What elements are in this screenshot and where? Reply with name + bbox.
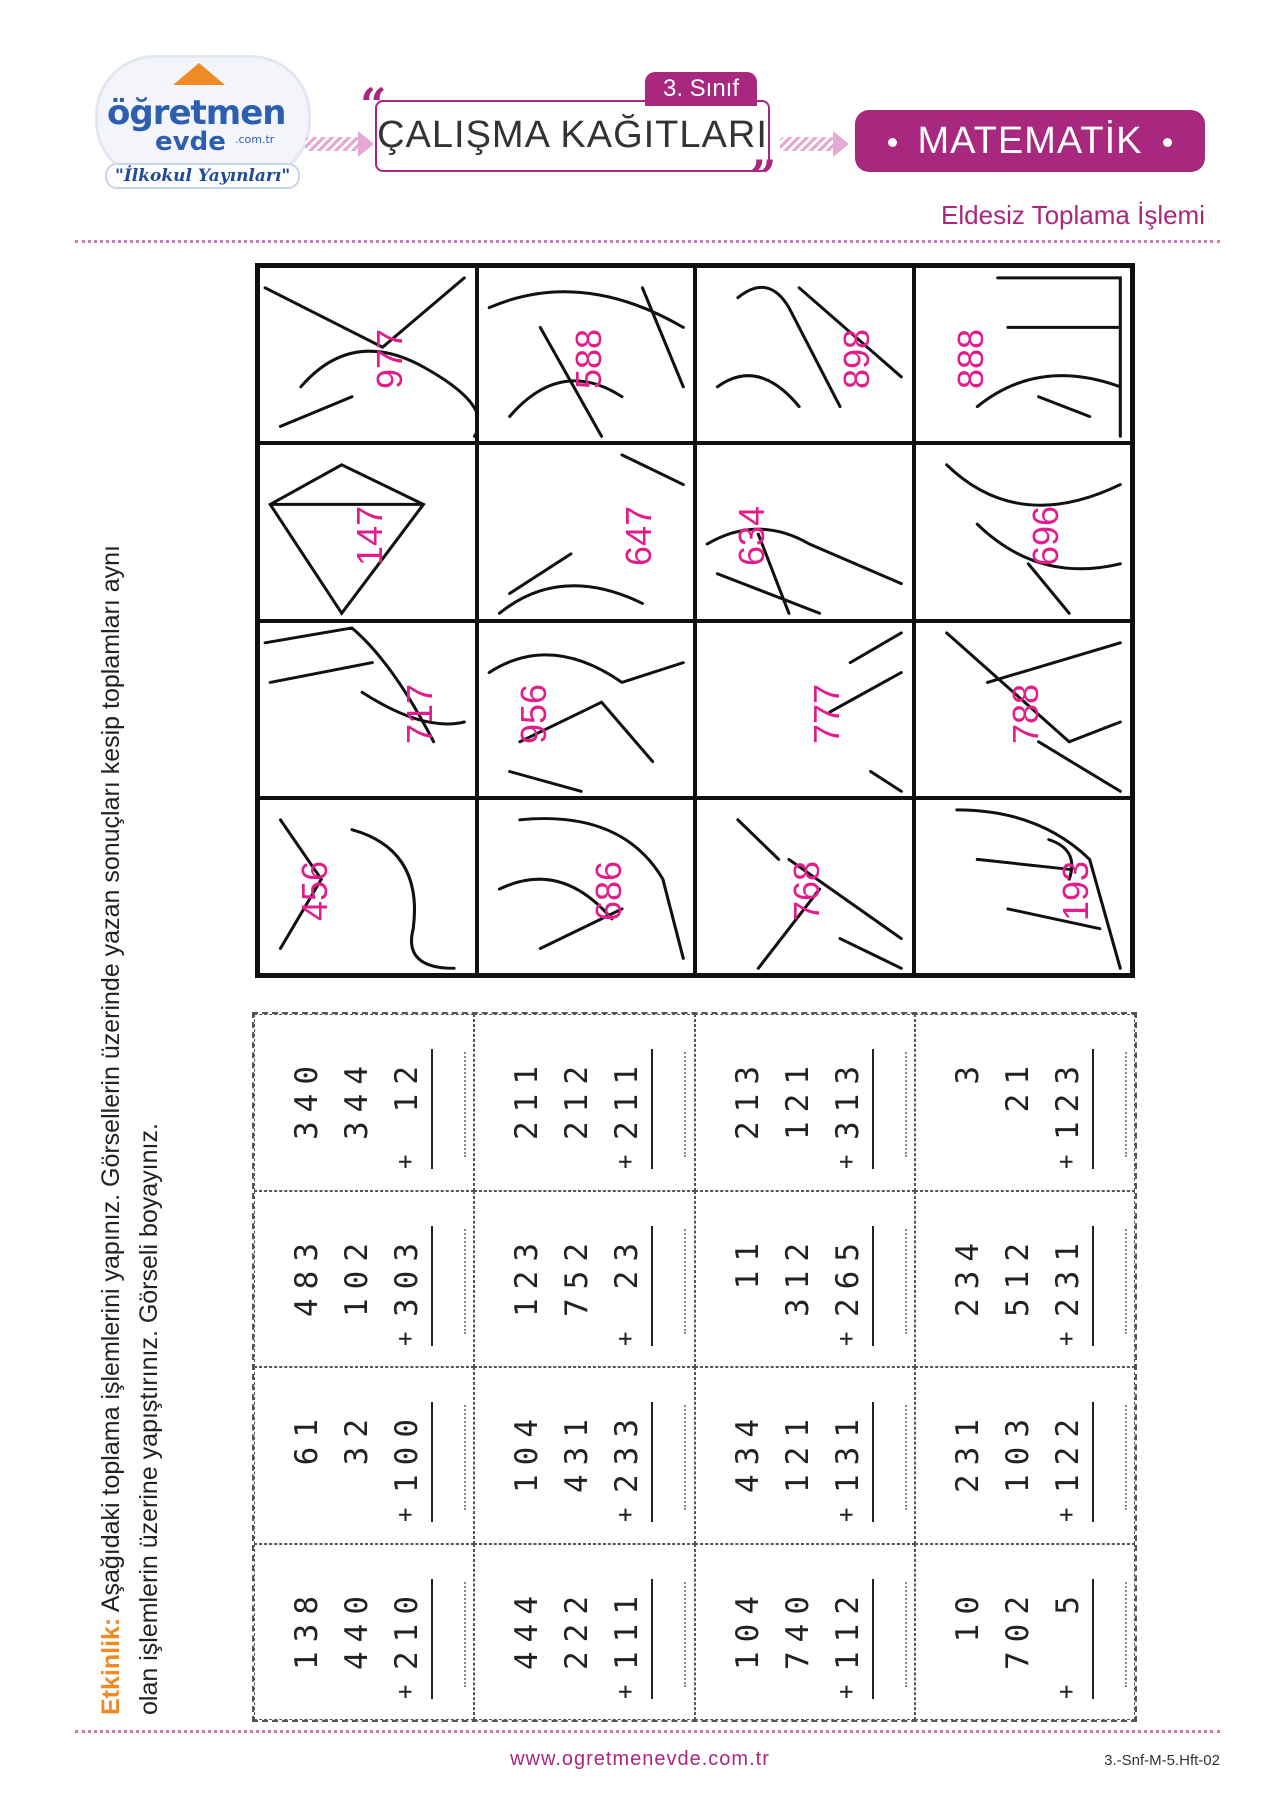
problem-stack xyxy=(499,1380,669,1530)
plus-sign: + xyxy=(611,1684,640,1699)
addend: 440 xyxy=(339,1586,376,1670)
addend: 231 xyxy=(949,1410,986,1494)
sum-line xyxy=(651,1049,653,1169)
problem-stack xyxy=(279,1557,449,1707)
puzzle-piece xyxy=(914,266,1133,443)
sum-line xyxy=(431,1579,433,1699)
instruction xyxy=(92,275,168,1715)
plus-sign: + xyxy=(831,1331,860,1346)
addend: 211 xyxy=(609,1057,646,1141)
addend: 222 xyxy=(559,1586,596,1670)
puzzle-number: 788 xyxy=(1004,683,1046,744)
sum-line xyxy=(872,1226,874,1346)
answer-blank[interactable] xyxy=(1125,1582,1127,1687)
addend: 212 xyxy=(559,1057,596,1141)
sum-line xyxy=(431,1402,433,1522)
answer-blank[interactable] xyxy=(464,1582,466,1687)
footer-code: 3.-Snf-M-5.Hft-02 xyxy=(1104,1752,1220,1769)
addend: 233 xyxy=(609,1410,646,1494)
addend: 434 xyxy=(729,1410,766,1494)
open-quote-icon: “ xyxy=(360,78,387,132)
addition-problem xyxy=(254,1367,474,1544)
addend: 32 xyxy=(339,1410,376,1466)
addend: 740 xyxy=(779,1586,816,1670)
addend: 303 xyxy=(389,1233,426,1317)
puzzle-piece xyxy=(477,443,696,620)
addend: 5 xyxy=(1049,1586,1086,1615)
addition-problem xyxy=(915,1191,1135,1368)
logo-domain: .com.tr xyxy=(235,133,275,146)
sum-line xyxy=(872,1049,874,1169)
instruction-label: Etkinlik: xyxy=(97,1617,125,1715)
addition-problem xyxy=(474,1191,694,1368)
addition-problem xyxy=(254,1544,474,1721)
answer-blank[interactable] xyxy=(1125,1229,1127,1334)
problem-stack xyxy=(279,1027,449,1177)
sum-line xyxy=(872,1579,874,1699)
sum-line xyxy=(1092,1049,1094,1169)
line-art xyxy=(697,268,912,441)
puzzle-number: 977 xyxy=(369,328,411,390)
publisher-logo xyxy=(95,55,305,200)
addition-problem xyxy=(695,1014,915,1191)
line-art xyxy=(697,445,912,618)
puzzle-number: 888 xyxy=(949,328,991,390)
line-art xyxy=(260,268,475,441)
addend: 752 xyxy=(559,1233,596,1317)
puzzle-piece xyxy=(695,798,914,975)
answer-blank[interactable] xyxy=(905,1405,907,1510)
bullet-icon xyxy=(1163,138,1172,147)
line-art xyxy=(479,445,694,618)
problem-stack xyxy=(940,1557,1110,1707)
plus-sign: + xyxy=(611,1331,640,1346)
addition-problem xyxy=(474,1544,694,1721)
plus-sign: + xyxy=(1051,1331,1080,1346)
logo-sub-text: evde xyxy=(155,127,226,157)
grade-badge: 3. Sınıf xyxy=(645,72,757,106)
problem-stack xyxy=(940,1380,1110,1530)
instruction-text-1: Aşağıdaki toplama işlemlerini yapınız. Görsellerin üzerinde yazan sonuçları kesip toplamları aynı xyxy=(97,545,125,1618)
puzzle-piece xyxy=(914,443,1133,620)
divider xyxy=(75,240,1220,243)
puzzle-piece xyxy=(258,621,477,798)
problem-stack xyxy=(720,1027,890,1177)
addend: 121 xyxy=(779,1410,816,1494)
operations-grid xyxy=(252,1012,1137,1722)
title-box xyxy=(375,100,770,172)
puzzle-number: 634 xyxy=(731,506,773,567)
addend: 100 xyxy=(389,1410,426,1494)
puzzle-number: 956 xyxy=(512,683,554,744)
plus-sign: + xyxy=(611,1154,640,1170)
answer-blank[interactable] xyxy=(464,1229,466,1334)
problem-stack xyxy=(940,1027,1110,1177)
addend: 123 xyxy=(1049,1057,1086,1141)
problem-stack xyxy=(499,1557,669,1707)
puzzle-number: 777 xyxy=(806,683,848,744)
answer-blank[interactable] xyxy=(684,1405,686,1510)
addend: 122 xyxy=(1049,1410,1086,1494)
addition-problem xyxy=(695,1367,915,1544)
divider xyxy=(75,1730,1220,1733)
line-art xyxy=(260,623,475,796)
addend: 103 xyxy=(999,1410,1036,1494)
addend: 313 xyxy=(829,1057,866,1141)
plus-sign: + xyxy=(1051,1684,1080,1699)
answer-blank[interactable] xyxy=(905,1229,907,1334)
addend: 104 xyxy=(729,1586,766,1670)
logo-tagline: "İlkokul Yayınları" xyxy=(105,163,300,189)
puzzle-piece xyxy=(477,266,696,443)
sum-line xyxy=(1092,1226,1094,1346)
puzzle-piece xyxy=(258,443,477,620)
puzzle-piece xyxy=(477,621,696,798)
addend: 10 xyxy=(949,1586,986,1643)
answer-blank[interactable] xyxy=(905,1582,907,1687)
puzzle-number: 193 xyxy=(1054,860,1096,921)
subject-badge xyxy=(855,110,1205,172)
line-art xyxy=(916,445,1131,618)
answer-blank[interactable] xyxy=(1125,1052,1127,1157)
bullet-icon xyxy=(888,138,897,147)
topic-title: Eldesiz Toplama İşlemi xyxy=(941,200,1205,230)
addend: 340 xyxy=(289,1057,326,1141)
puzzle-number: 696 xyxy=(1024,506,1066,567)
instruction-line-2: olan işlemlerin üzerine yapıştırınız. Görseli boyayınız. xyxy=(135,1123,163,1715)
addend: 211 xyxy=(509,1057,546,1141)
line-art xyxy=(697,623,912,796)
puzzle-number: 647 xyxy=(617,506,659,567)
puzzle-piece xyxy=(695,621,914,798)
sum-line xyxy=(651,1579,653,1699)
addend: 344 xyxy=(339,1057,376,1141)
problem-stack xyxy=(720,1380,890,1530)
answer-blank[interactable] xyxy=(684,1582,686,1687)
problem-stack xyxy=(279,1380,449,1530)
arrow-right-icon xyxy=(780,137,835,151)
puzzle-number: 147 xyxy=(349,506,391,567)
addition-problem xyxy=(474,1367,694,1544)
addend: 234 xyxy=(949,1233,986,1317)
puzzle-piece xyxy=(914,798,1133,975)
addend: 123 xyxy=(509,1233,546,1317)
picture-puzzle xyxy=(255,263,1135,978)
addend: 21 xyxy=(999,1057,1036,1113)
addend: 104 xyxy=(509,1410,546,1494)
addend: 231 xyxy=(1049,1233,1086,1317)
arrow-right-icon xyxy=(305,137,360,151)
plus-sign: + xyxy=(391,1331,420,1346)
sum-line xyxy=(431,1049,433,1169)
house-icon xyxy=(173,63,225,85)
answer-blank[interactable] xyxy=(464,1052,466,1157)
addition-problem xyxy=(474,1014,694,1191)
addend: 11 xyxy=(729,1233,766,1290)
addition-problem xyxy=(695,1544,915,1721)
plus-sign: + xyxy=(391,1684,420,1699)
addend: 138 xyxy=(289,1586,326,1670)
plus-sign: + xyxy=(391,1507,420,1523)
puzzle-piece xyxy=(477,798,696,975)
answer-blank[interactable] xyxy=(905,1052,907,1157)
plus-sign: + xyxy=(831,1507,860,1523)
addition-problem xyxy=(695,1191,915,1368)
addition-problem xyxy=(254,1191,474,1368)
plus-sign: + xyxy=(611,1507,640,1523)
sum-line xyxy=(1092,1579,1094,1699)
addend: 265 xyxy=(829,1233,866,1317)
subject-label: MATEMATİK xyxy=(917,120,1143,162)
addend: 121 xyxy=(779,1057,816,1141)
sum-line xyxy=(651,1402,653,1522)
addition-problem xyxy=(254,1014,474,1191)
addend: 483 xyxy=(289,1233,326,1317)
plus-sign: + xyxy=(1051,1154,1080,1170)
plus-sign: + xyxy=(391,1154,420,1170)
addend: 23 xyxy=(609,1233,646,1290)
addition-problem xyxy=(915,1014,1135,1191)
puzzle-piece xyxy=(695,266,914,443)
addition-problem xyxy=(915,1544,1135,1721)
line-art xyxy=(479,800,694,973)
addend: 702 xyxy=(999,1586,1036,1670)
footer-url[interactable]: www.ogretmenevde.com.tr xyxy=(510,1748,770,1770)
line-art xyxy=(260,800,475,973)
sum-line xyxy=(1092,1402,1094,1522)
addend: 312 xyxy=(779,1233,816,1317)
addend: 512 xyxy=(999,1233,1036,1317)
puzzle-number: 588 xyxy=(567,328,609,390)
addend: 213 xyxy=(729,1057,766,1141)
puzzle-piece xyxy=(258,266,477,443)
puzzle-number: 686 xyxy=(587,860,629,921)
addend: 102 xyxy=(339,1233,376,1317)
problem-stack xyxy=(720,1557,890,1707)
close-quote-icon: ” xyxy=(750,150,777,204)
addend: 210 xyxy=(389,1586,426,1670)
addition-problem xyxy=(915,1367,1135,1544)
puzzle-number: 717 xyxy=(399,683,441,744)
addend: 112 xyxy=(829,1586,866,1670)
puzzle-piece xyxy=(258,798,477,975)
problem-stack xyxy=(720,1204,890,1354)
answer-blank[interactable] xyxy=(1125,1405,1127,1510)
puzzle-number: 898 xyxy=(836,328,878,390)
line-art xyxy=(916,268,1131,441)
instruction-line-1 xyxy=(92,275,130,1715)
addend: 3 xyxy=(949,1057,986,1085)
problem-stack xyxy=(279,1204,449,1354)
page-title: ÇALIŞMA KAĞITLARI xyxy=(377,114,768,156)
problem-stack xyxy=(499,1027,669,1177)
problem-stack xyxy=(940,1204,1110,1354)
answer-blank[interactable] xyxy=(464,1405,466,1510)
plus-sign: + xyxy=(831,1154,860,1170)
addend: 431 xyxy=(559,1410,596,1494)
line-art xyxy=(916,800,1131,973)
plus-sign: + xyxy=(831,1684,860,1699)
sum-line xyxy=(872,1402,874,1522)
logo-main-text: öğretmen xyxy=(107,93,286,133)
addend: 444 xyxy=(509,1586,546,1670)
addend: 61 xyxy=(289,1410,326,1466)
problem-stack xyxy=(499,1204,669,1354)
puzzle-number: 768 xyxy=(786,860,828,921)
answer-blank[interactable] xyxy=(684,1229,686,1334)
puzzle-piece xyxy=(695,443,914,620)
addend: 111 xyxy=(609,1586,646,1670)
addend: 131 xyxy=(829,1410,866,1494)
puzzle-piece xyxy=(914,621,1133,798)
addend: 12 xyxy=(389,1057,426,1113)
answer-blank[interactable] xyxy=(684,1052,686,1157)
plus-sign: + xyxy=(1051,1507,1080,1523)
sum-line xyxy=(651,1226,653,1346)
puzzle-number: 456 xyxy=(294,860,336,921)
line-art xyxy=(479,623,694,796)
sum-line xyxy=(431,1226,433,1346)
